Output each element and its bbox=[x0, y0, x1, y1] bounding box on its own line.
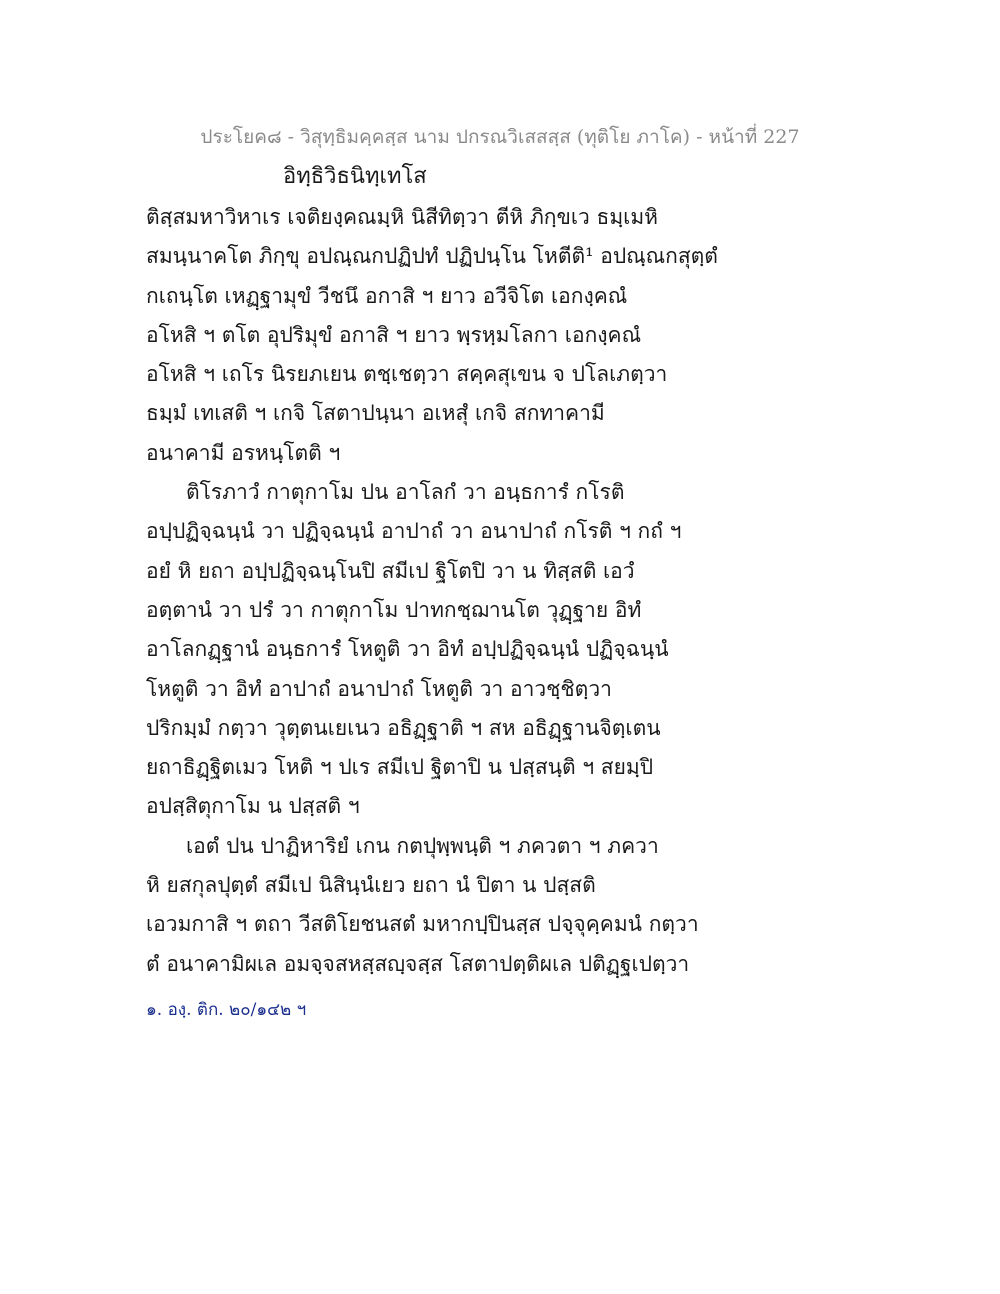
paragraph-start-line: ติโรภาวํ กาตุกาโม ปน อาโลกํ วา อนฺธการํ กโรติ bbox=[186, 480, 625, 505]
footnote: ๑. องฺ. ติก. ๒๐/๑๔๒ ฯ bbox=[146, 1000, 307, 1020]
body-text bbox=[146, 198, 718, 984]
section-title: อิทฺธิวิธนิทฺเทโส bbox=[283, 164, 427, 189]
text-line: กเถนฺโต เหฏฺฐามุขํ วีชนึ อกาสิ ฯ ยาว อวีจิโต เอกงฺคณํ bbox=[146, 283, 628, 308]
text-line: อโหสิ ฯ ตโต อุปริมุขํ อกาสิ ฯ ยาว พฺรหฺมโลกา เอกงฺคณํ bbox=[146, 322, 642, 347]
text-line: ยถาธิฏฺฐิตเมว โหติ ฯ ปเร สมีเป ฐิตาปิ น ปสฺสนฺติ ฯ สยมฺปิ bbox=[146, 755, 654, 780]
text-line: อยํ หิ ยถา อปฺปฏิจฺฉนฺโนปิ สมีเป ฐิโตปิ วา น ทิสฺสติ เอวํ bbox=[146, 558, 635, 583]
text-line: สมนฺนาคโต ภิกฺขุ อปณฺณกปฏิปทํ ปฏิปนฺโน โหตีติ¹ อปณฺณกสุตฺตํ bbox=[146, 244, 718, 269]
text-line: อปฺปฏิจฺฉนฺนํ วา ปฏิจฺฉนฺนํ อาปาถํ วา อนาปาถํ กโรติ ฯ กถํ ฯ bbox=[146, 519, 682, 544]
text-line: ปริกมฺมํ กตฺวา วุตฺตนเยเนว อธิฏฺฐาติ ฯ สห อธิฏฺฐานจิตฺเตน bbox=[146, 715, 661, 740]
text-line: เอวมกาสิ ฯ ตถา วีสติโยชนสตํ มหากปฺปินสฺส ปจฺจุคฺคมนํ กตฺวา bbox=[146, 912, 699, 937]
text-line: โหตูติ วา อิทํ อาปาถํ อนาปาถํ โหตูติ วา อาวชฺชิตฺวา bbox=[146, 676, 612, 701]
text-line: ตํ อนาคามิผเล อมจฺจสหสฺสญฺจสฺส โสตาปตฺติผเล ปติฏฺฐเปตฺวา bbox=[146, 951, 690, 976]
text-line: อาโลกฏฺฐานํ อนฺธการํ โหตูติ วา อิทํ อปฺปฏิจฺฉนฺนํ ปฏิจฺฉนฺนํ bbox=[146, 637, 669, 662]
text-line: อนาคามี อรหนฺโตติ ฯ bbox=[146, 440, 341, 465]
running-header: ประโยค๘ - วิสุทฺธิมคฺคสฺส นาม ปกรณวิเสสสฺส (ทุติโย ภาโค) - หน้าที่ 227 bbox=[200, 126, 800, 148]
text-line: อโหสิ ฯ เถโร นิรยภเยน ตชฺเชตฺวา สคฺคสุเขน จ ปโลเภตฺวา bbox=[146, 362, 668, 387]
text-line: อปสฺสิตุกาโม น ปสฺสติ ฯ bbox=[146, 794, 360, 819]
text-line: ติสฺสมหาวิหาเร เจติยงฺคณมฺหิ นิสีทิตฺวา ตีหิ ภิกฺขเว ธมฺเมหิ bbox=[146, 205, 659, 229]
text-line: อตฺตานํ วา ปรํ วา กาตุกาโม ปาทกชฺฌานโต วุฏฺฐาย อิทํ bbox=[146, 597, 642, 622]
text-line: หิ ยสกุลปุตฺตํ สมีเป นิสินฺนํเยว ยถา นํ ปิตา น ปสฺสติ bbox=[146, 873, 596, 898]
text-line: ธมฺมํ เทเสติ ฯ เกจิ โสตาปนฺนา อเหสุํ เกจิ สกทาคามี bbox=[146, 401, 605, 426]
paragraph-start-line: เอตํ ปน ปาฏิหาริยํ เกน กตปุพฺพนฺติ ฯ ภควตา ฯ ภควา bbox=[186, 833, 659, 858]
